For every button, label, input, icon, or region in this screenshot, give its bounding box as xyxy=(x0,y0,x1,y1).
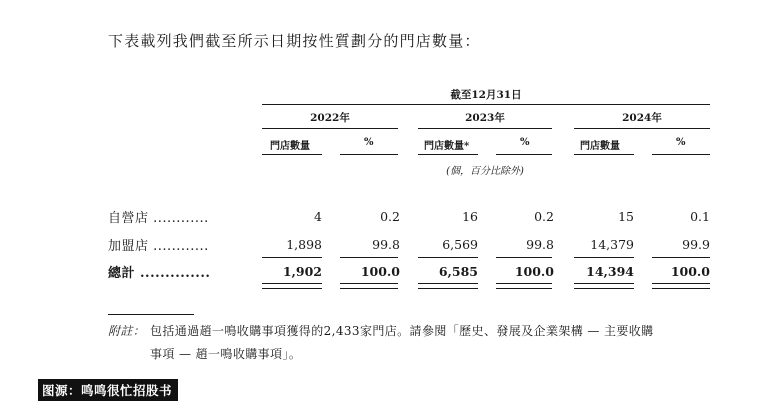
subheader-rule xyxy=(652,154,710,155)
table-cell: 100.0 xyxy=(360,264,400,279)
year-2024: 2024年 xyxy=(622,112,662,124)
table-cell: 1,898 xyxy=(286,237,322,252)
subheader-count-2022: 門店數量 xyxy=(270,141,310,152)
subheader-count-2024: 門店數量 xyxy=(580,141,620,152)
footnote-label: 附註： xyxy=(108,324,146,338)
date-header: 截至12月31日 xyxy=(450,89,522,101)
total-rule xyxy=(574,257,634,258)
total-rule xyxy=(652,257,710,258)
footnote-rule xyxy=(108,314,194,315)
double-rule xyxy=(262,283,322,289)
subheader-count-2023: 門店數量* xyxy=(424,141,470,152)
table-cell: 0.2 xyxy=(380,209,400,224)
subheader-rule xyxy=(496,154,552,155)
table-cell: 14,379 xyxy=(590,237,634,252)
subheader-pct-2023: % xyxy=(520,137,530,148)
row-label-total: 總計 .............. xyxy=(108,266,211,281)
unit-note: (個，百分比除外) xyxy=(446,166,524,177)
double-rule xyxy=(496,283,552,289)
year-2022: 2022年 xyxy=(310,112,350,124)
table-cell: 4 xyxy=(314,209,322,224)
table-cell: 1,902 xyxy=(282,264,322,279)
double-rule xyxy=(340,283,398,289)
subheader-rule xyxy=(418,154,478,155)
table-cell: 100.0 xyxy=(514,264,554,279)
year-2023: 2023年 xyxy=(465,112,505,124)
year-rule-2023 xyxy=(418,128,552,129)
table-cell: 6,585 xyxy=(438,264,478,279)
source-caption: 图源：鸣鸣很忙招股书 xyxy=(38,379,178,401)
total-rule xyxy=(496,257,552,258)
subheader-rule xyxy=(574,154,634,155)
row-label-franchise: 加盟店 ............ xyxy=(108,239,209,254)
table-cell: 14,394 xyxy=(586,264,634,279)
total-rule xyxy=(262,257,322,258)
double-rule xyxy=(574,283,634,289)
double-rule xyxy=(652,283,710,289)
year-rule-2024 xyxy=(574,128,710,129)
subheader-rule xyxy=(262,154,322,155)
total-rule xyxy=(340,257,398,258)
subheader-pct-2022: % xyxy=(364,137,374,148)
table-cell: 0.2 xyxy=(534,209,554,224)
table-cell: 99.8 xyxy=(526,237,554,252)
header-rule xyxy=(262,104,710,105)
total-rule xyxy=(418,257,478,258)
table-cell: 6,569 xyxy=(442,237,478,252)
subheader-pct-2024: % xyxy=(676,137,686,148)
table-cell: 100.0 xyxy=(670,264,710,279)
table-cell: 15 xyxy=(618,209,634,224)
double-rule xyxy=(418,283,478,289)
table-cell: 0.1 xyxy=(690,209,710,224)
table-cell: 99.9 xyxy=(682,237,710,252)
table-cell: 99.8 xyxy=(372,237,400,252)
subheader-rule xyxy=(340,154,398,155)
footnote-line-1: 包括通過趙一鳴收購事項獲得的2,433家門店。請參閱「歷史、發展及企業架構 — 主要收購 xyxy=(150,324,654,338)
row-label-self-operated: 自營店 ............ xyxy=(108,211,209,226)
table-cell: 16 xyxy=(462,209,478,224)
year-rule-2022 xyxy=(262,128,398,129)
intro-text: 下表載列我們截至所示日期按性質劃分的門店數量： xyxy=(108,32,481,50)
footnote-line-2: 事項 — 趙一鳴收購事項」。 xyxy=(150,347,302,361)
